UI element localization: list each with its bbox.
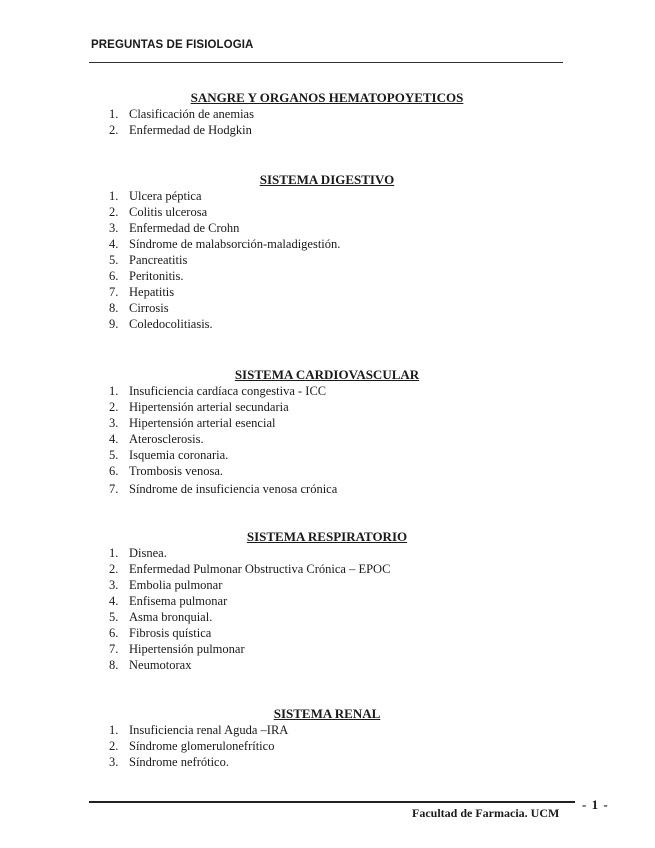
list-item [89, 188, 565, 204]
list-item [89, 106, 565, 122]
question-list [89, 383, 565, 497]
item-number: 3. [109, 221, 119, 235]
item-text: Hepatitis [129, 285, 175, 299]
footer-divider [89, 801, 575, 803]
item-text: Enfermedad de Crohn [129, 221, 240, 235]
list-item [89, 561, 565, 577]
item-text: Isquemia coronaria. [129, 448, 229, 462]
list-item [89, 657, 565, 673]
list-item [89, 593, 565, 609]
item-text: Peritonitis. [129, 269, 184, 283]
item-number: 6. [109, 464, 119, 478]
item-text: Aterosclerosis. [129, 432, 204, 446]
item-number: 4. [109, 594, 119, 608]
item-number: 5. [109, 610, 119, 624]
item-text: Colitis ulcerosa [129, 205, 208, 219]
header-divider [89, 62, 563, 63]
list-item [89, 545, 565, 561]
item-text: Síndrome nefrótico. [129, 755, 229, 769]
list-item [89, 383, 565, 399]
item-number: 2. [109, 739, 119, 753]
item-text: Pancreatitis [129, 253, 188, 267]
item-text: Síndrome de insuficiencia venosa crónica [129, 482, 338, 496]
item-number: 1. [109, 384, 119, 398]
list-item [89, 447, 565, 463]
question-list [89, 188, 565, 332]
item-number: 1. [109, 189, 119, 203]
item-text: Hipertensión arterial esencial [129, 416, 276, 430]
list-item [89, 316, 565, 332]
item-text: Síndrome glomerulonefrítico [129, 739, 275, 753]
item-text: Insuficiencia cardíaca congestiva - ICC [129, 384, 327, 398]
section-sangre [89, 90, 565, 138]
item-number: 5. [109, 253, 119, 267]
section-title: SANGRE Y ORGANOS HEMATOPOYETICOS [190, 90, 464, 105]
item-text: Trombosis venosa. [129, 464, 223, 478]
section-title: SISTEMA RENAL [273, 706, 381, 721]
item-number: 5. [109, 448, 119, 462]
list-item [89, 431, 565, 447]
section-title: SISTEMA DIGESTIVO [259, 172, 395, 187]
item-text: Disnea. [129, 546, 167, 560]
item-text: Coledocolitiasis. [129, 317, 213, 331]
list-item [89, 738, 565, 754]
section-cardiovascular [89, 367, 565, 497]
list-item [89, 754, 565, 770]
section-title: SISTEMA RESPIRATORIO [246, 529, 408, 544]
item-number: 8. [109, 658, 119, 672]
section-digestivo [89, 172, 565, 332]
item-number: 4. [109, 432, 119, 446]
list-item [89, 300, 565, 316]
list-item [89, 236, 565, 252]
item-number: 2. [109, 562, 119, 576]
item-number: 1. [109, 546, 119, 560]
item-number: 3. [109, 755, 119, 769]
item-number: 3. [109, 578, 119, 592]
item-number: 3. [109, 416, 119, 430]
list-item [89, 268, 565, 284]
list-item [89, 252, 565, 268]
list-item [89, 625, 565, 641]
item-number: 2. [109, 400, 119, 414]
item-number: 9. [109, 317, 119, 331]
list-item [89, 415, 565, 431]
item-number: 7. [109, 482, 119, 496]
item-text: Insuficiencia renal Aguda –IRA [129, 723, 289, 737]
list-item [89, 481, 565, 497]
section-renal [89, 706, 565, 770]
item-number: 1. [109, 723, 119, 737]
question-list [89, 106, 565, 138]
section-title: SISTEMA CARDIOVASCULAR [234, 367, 420, 382]
list-item [89, 609, 565, 625]
item-text: Fibrosis quística [129, 626, 212, 640]
item-text: Ulcera péptica [129, 189, 202, 203]
item-text: Cirrosis [129, 301, 169, 315]
item-number: 2. [109, 123, 119, 137]
item-number: 6. [109, 269, 119, 283]
item-text: Asma bronquial. [129, 610, 213, 624]
list-item [89, 399, 565, 415]
document-header-title: PREGUNTAS DE FISIOLOGIA [91, 39, 254, 51]
item-number: 2. [109, 205, 119, 219]
list-item [89, 220, 565, 236]
item-number: 8. [109, 301, 119, 315]
footer-institution: Facultad de Farmacia. UCM [412, 806, 560, 820]
list-item [89, 577, 565, 593]
list-item [89, 284, 565, 300]
item-number: 4. [109, 237, 119, 251]
list-item [89, 122, 565, 138]
item-number: 7. [109, 642, 119, 656]
list-item [89, 463, 565, 479]
item-text: Enfermedad Pulmonar Obstructiva Crónica – EPOC [129, 562, 391, 576]
item-text: Enfermedad de Hodgkin [129, 123, 252, 137]
list-item [89, 722, 565, 738]
item-number: 7. [109, 285, 119, 299]
section-respiratorio [89, 529, 565, 673]
item-number: 6. [109, 626, 119, 640]
item-text: Embolia pulmonar [129, 578, 223, 592]
question-list [89, 545, 565, 673]
item-text: Hipertensión pulmonar [129, 642, 245, 656]
item-text: Neumotorax [129, 658, 192, 672]
item-text: Hipertensión arterial secundaria [129, 400, 289, 414]
page-number: - 1 - [582, 797, 609, 812]
item-number: 1. [109, 107, 119, 121]
item-text: Síndrome de malabsorción-maladigestión. [129, 237, 341, 251]
item-text: Enfisema pulmonar [129, 594, 228, 608]
list-item [89, 641, 565, 657]
question-list [89, 722, 565, 770]
list-item [89, 204, 565, 220]
item-text: Clasificación de anemias [129, 107, 254, 121]
